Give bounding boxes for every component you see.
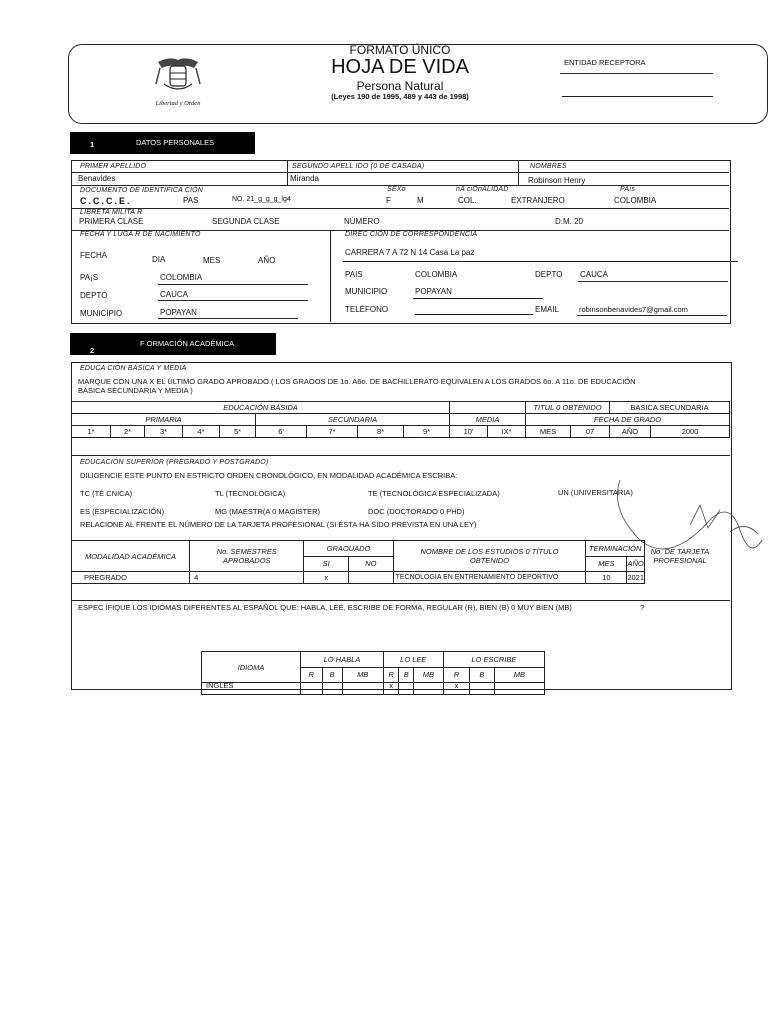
mes-value[interactable]: 07 (571, 426, 610, 438)
anio-label: AÑO (258, 256, 276, 265)
modalidad-tc: TC (TÉ CNICA) (80, 489, 133, 498)
col-terminacion: TERMINACIÓN (586, 541, 645, 557)
documento-label: DOCUMENTO DE IDENTIFICA CIÓN (80, 187, 204, 194)
grade-cell[interactable]: 4* (183, 426, 220, 438)
row-no[interactable] (348, 572, 393, 584)
field-line (158, 318, 298, 319)
modalidad-mg: MG (MAESTR(A 0 MAGISTER) (215, 507, 321, 516)
educacion-basica-label: EDUCACIÓN BÁSIDA (72, 402, 450, 414)
segundo-apellido-value[interactable]: Miranda (290, 174, 319, 183)
nombres-value[interactable]: Robinson Henry (528, 176, 586, 185)
extranjero-label[interactable]: EXTRANJERO (511, 196, 565, 205)
modalidad-es: ES (ESPECIALIZACIÓN) (80, 507, 165, 516)
col-modalidad: MODALIDAD ACADÉMICA (72, 541, 190, 572)
municipio-nac-value[interactable]: POPAYAN (160, 308, 197, 317)
page-title: HOJA DE VIDA (331, 56, 469, 78)
escribe-mb: MB (494, 667, 544, 683)
section1-title: DATOS PERSONALES (136, 138, 215, 147)
entity-line-1 (560, 73, 713, 74)
field-line (158, 284, 308, 285)
section2-title: F ORMACIÓN ACADÉMICA (140, 339, 235, 348)
laws-text: (Leyes 190 de 1995, 489 y 443 de 1998) (331, 92, 469, 101)
email-label: EMAIL (535, 305, 560, 314)
anio-value[interactable]: 2000 (651, 426, 730, 438)
pais-value[interactable]: COLOMBIA (614, 196, 657, 205)
grade-cell[interactable]: 7* (307, 426, 358, 438)
nacionalidad-label: nA ciOnALIDAD (456, 186, 509, 193)
modalidad-tl: TL (TECNOLÓGICA) (215, 489, 286, 498)
habla-mb-cell[interactable] (342, 683, 383, 695)
field-line (578, 281, 728, 282)
relacione-text: RELACIONE AL FRENTE EL NÚMERO DE LA TARJETA PROFESIONAL (SI ÉSTA HA SIDO PREVISTA EN UNA LEY) (80, 520, 477, 529)
col-no: NO (348, 556, 393, 572)
municipio-nac-label: MUNICIPIO (80, 309, 123, 318)
divider (71, 208, 729, 209)
col-label[interactable]: COL. (458, 196, 477, 205)
grade-cell[interactable]: 8* (358, 426, 404, 438)
divider (71, 172, 729, 173)
escribe-r-cell[interactable]: x (443, 683, 469, 695)
idioma-label: IDIOMA (202, 652, 301, 683)
email-value[interactable]: robinsonbenavides7@gmail.com (579, 305, 688, 314)
lo-habla-label: LO HABLA (301, 652, 384, 668)
idiomas-table (201, 651, 545, 695)
grade-cell[interactable]: 9* (404, 426, 450, 438)
fecha-grado-label: FECHA DE GRADO (526, 414, 730, 426)
lee-b: B (399, 667, 414, 683)
dia-label: DIA (152, 255, 166, 264)
section2-number: 2 (90, 346, 95, 355)
primer-apellido-value[interactable]: Benavides (78, 174, 116, 183)
segundo-apellido-label: SEGUNDO APELL IDO (0 DE CASADA) (292, 163, 425, 170)
col-mes: MES (586, 556, 627, 572)
pais-nac-label: PA¡S (80, 273, 99, 282)
depto-dir-label: DEPTO (535, 270, 563, 279)
lee-r: R (383, 667, 399, 683)
row-nombre[interactable]: TECNOLOGIA EN ENTRENAMIENTO DEPORTIVO (393, 572, 586, 584)
segunda-clase[interactable]: SEGUNDA CLASE (212, 217, 280, 226)
field-line (415, 314, 533, 315)
habla-r: R (301, 667, 323, 683)
sexo-f[interactable]: F (386, 196, 391, 205)
basica-instructions-2: BÁSICA SECUNDARIA Y MEDIA ) (78, 386, 193, 395)
pais-label: PAís (620, 186, 636, 193)
anio-label: AÑO (610, 426, 651, 438)
pais-dir-label: PAIS (345, 270, 363, 279)
grade-cell[interactable]: 1* (72, 426, 111, 438)
superior-title: EDUCACIÓN SUPERIOR (PREGRADO Y POSTGRADO) (80, 459, 269, 466)
lee-b-cell[interactable] (399, 683, 414, 695)
escribe-mb-cell[interactable] (494, 683, 544, 695)
grade-cell[interactable]: 6' (256, 426, 307, 438)
escribe-b-cell[interactable] (470, 683, 495, 695)
lee-mb: MB (414, 667, 444, 683)
habla-mb: MB (342, 667, 383, 683)
entity-label: ENTIDAD RECEPTORA (564, 58, 646, 67)
sexo-label: SEXo (387, 186, 406, 193)
motto: Libertad y Orden (155, 100, 201, 107)
form-line: FORMATO ÚNICO (349, 43, 451, 57)
mes-label: MES (526, 426, 571, 438)
idioma-row-name[interactable]: INGLES (202, 683, 301, 695)
habla-b: B (322, 667, 342, 683)
field-line (158, 300, 308, 301)
depto-nac-label: DEPTO (80, 291, 108, 300)
lee-r-cell[interactable]: x (383, 683, 399, 695)
entity-line-2 (562, 96, 713, 97)
section1-number: 1 (90, 140, 95, 149)
habla-r-cell[interactable] (301, 683, 323, 695)
telefono-label: TELÉFONO (345, 305, 389, 314)
basica-table (71, 401, 730, 438)
field-line (413, 298, 543, 299)
row-si[interactable]: x (304, 572, 349, 584)
modalidad-un: UN (UNIVERSITARIA) (558, 488, 633, 497)
secundaria-label: SECUNDARIA (256, 414, 450, 426)
basica-instructions-1: MARQUE CON UNA X EL ÚLTIMO GRADO APROBADO ( LOS GRAOOS DE 1o. A6o. DE BACHILLERATO EQUIVALEN A LOS GRADOS 6o. A 11o. DE EDUCACIÓN (78, 377, 636, 386)
divider (330, 230, 331, 322)
field-line (577, 315, 727, 316)
row-anio[interactable]: 2021 (627, 573, 644, 582)
sexo-m[interactable]: M (417, 196, 424, 205)
row-semestres[interactable]: 4 (190, 572, 304, 584)
titulo-label: TITUL 0 OBTENIDO (526, 402, 610, 414)
libreta-label: LIBRETA MILITA R (80, 209, 143, 216)
row-modalidad[interactable]: PREGRADO (72, 572, 190, 584)
primer-apellido-label: PRIMER APELLIDO (80, 163, 147, 170)
lo-lee-label: LO LEE (383, 652, 443, 668)
grade-cell[interactable]: 10' (450, 426, 488, 438)
superior-table (71, 540, 645, 584)
grade-cell[interactable]: 2* (111, 426, 145, 438)
coat-of-arms-icon (150, 54, 206, 98)
row-mes[interactable]: 10 (586, 572, 627, 584)
doc-number[interactable]: NO. 21_g_g_g_lg4 (232, 196, 291, 203)
basica-title: EDUCA CIÓN BÁSICA Y MEDIA (80, 365, 187, 372)
direccion-value[interactable]: CARRERA 7 A 72 N 14 Casa La paz (345, 248, 475, 257)
escribe-b: B (470, 667, 495, 683)
fecha-lugar-label: FECHA Y LUGA R DE NACIMIENTO (80, 231, 201, 238)
col-semestres: No. SEMESTRES APROBADOS (190, 541, 304, 572)
depto-nac-value[interactable]: CAUCA (160, 290, 189, 299)
modalidad-te: TE (TECNOLÓGICA ESPECIALIZADA) (368, 489, 500, 498)
municipio-dir-label: MUNICIPIO (345, 287, 388, 296)
divider (71, 455, 730, 456)
titulo-value[interactable]: BASICA SECUNDARIA (610, 402, 730, 414)
lee-mb-cell[interactable] (414, 683, 444, 695)
divider (71, 600, 730, 601)
pais-dir-value[interactable]: COLOMBIA (415, 270, 458, 279)
fecha-label: FECHA (80, 251, 108, 260)
col-nombre: NOMBRE DE LOS ESTUDIOS 0 TÍTULO OBTENIDO (393, 541, 586, 572)
col-tarjeta: No. DE TARJETA PROFESIONAL (650, 547, 710, 565)
primera-clase[interactable]: PRIMERA CLASE (79, 217, 144, 226)
nombres-label: NOMBRES (530, 163, 567, 170)
mes-label: MES (203, 256, 221, 265)
dm-label: D.M. 20 (555, 217, 584, 226)
page-subtitle: Persona Natural (356, 79, 444, 93)
media-label: MEDIA (450, 414, 526, 426)
col-anio: AÑO (627, 556, 645, 572)
col-graduado: GRAOUADO (304, 541, 393, 557)
idiomas-instructions: ESPEC ÍFIQUE LOS IDIOMAS DIFERENTES AL ESPAÑOL QUE: HABLA, LEE, ESCRIBE DE FORMA, REGULAR (R), BIEN (B) 0 MUY BIEN (MB) (78, 603, 572, 612)
pas-label: PAS (183, 196, 199, 205)
grade-cell[interactable]: 5* (220, 426, 256, 438)
direccion-label: DIREC CIÓN DE CORRESPONDENCIA (345, 231, 478, 238)
numero-label: NÚMERO (344, 217, 380, 226)
doc-types: C.C.C.E. (80, 196, 132, 206)
field-line (343, 261, 738, 262)
primaria-label: PRIMARIA (72, 414, 256, 426)
lo-escribe-label: LO ESCRIBE (443, 652, 544, 668)
col-si: SI (304, 556, 349, 572)
depto-dir-value[interactable]: CAUCA (580, 270, 609, 279)
habla-b-cell[interactable] (322, 683, 342, 695)
section1-header (70, 132, 255, 154)
grade-cell[interactable]: 3* (145, 426, 183, 438)
escribe-r: R (443, 667, 469, 683)
municipio-dir-value[interactable]: POPAYAN (415, 287, 452, 296)
idiomas-question: ? (640, 603, 645, 612)
section2-header (70, 333, 276, 355)
superior-instructions: DILIGENCIE ESTE PUNTO EN ESTRICTO ORDEN CRONOLÓGICO, EN MODALIDAD ACADÉMICA ESCRIBA: (80, 471, 458, 480)
pais-nac-value[interactable]: COLOMBIA (160, 273, 203, 282)
modalidad-doc: DOC (DOCTORADO 0 PHD) (368, 507, 465, 516)
grade-cell[interactable]: IX* (488, 426, 526, 438)
